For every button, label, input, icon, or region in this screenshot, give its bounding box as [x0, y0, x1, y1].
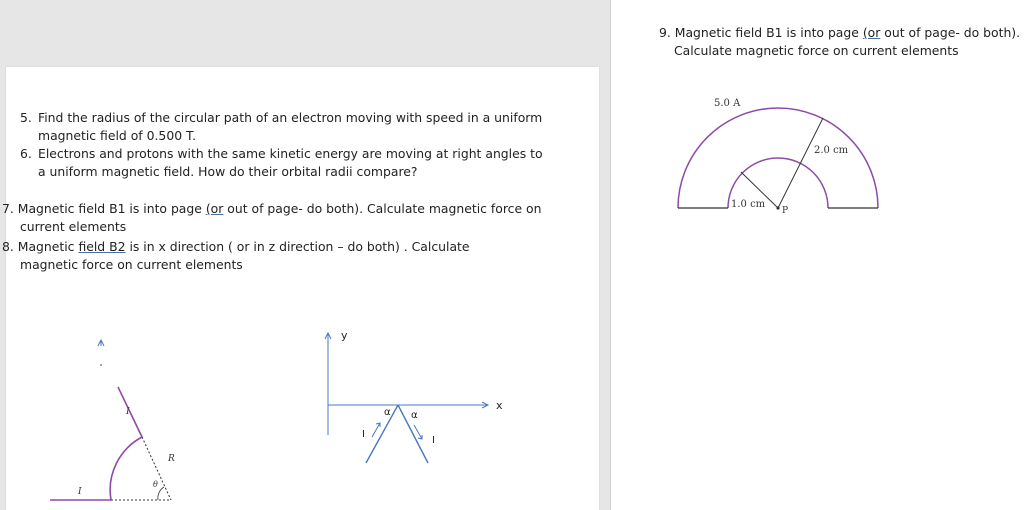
arc-figure-curved-wire: [110, 437, 142, 500]
alpha-left-label: α: [384, 407, 391, 418]
q7-line1-b: out of page- do both). Calculate magnetic force on: [223, 201, 542, 216]
left-page: [2, 67, 599, 510]
alpha-right-label: α: [411, 410, 418, 421]
arc-figure-angle-arc: [158, 487, 164, 500]
q7-line1: [2, 200, 541, 218]
point-p-label: P: [782, 206, 789, 216]
q5-line2: magnetic field of 0.500 T.: [38, 128, 197, 143]
x-axis-label: x: [496, 399, 503, 412]
axes-wire-figure: [316, 327, 516, 467]
q6-number: 6.: [20, 146, 32, 161]
q5-number: 5.: [20, 110, 32, 125]
current-value-label: 5.0 A: [714, 98, 741, 109]
q8-line2: magnetic force on current elements: [20, 257, 243, 272]
pane-divider: [610, 0, 611, 510]
q9-line1: [659, 24, 1020, 42]
current-arrow-left: [372, 423, 380, 437]
arc-figure-radius-line: [142, 437, 171, 500]
q9-line1-a: 9. Magnetic field B1 is into page: [659, 25, 863, 40]
current-label-left: I: [362, 429, 365, 440]
current-label-right: I: [432, 435, 435, 446]
q7-line2: current elements: [20, 219, 127, 234]
q7-line1-a: 7. Magnetic field B1 is into page: [2, 201, 206, 216]
arc-wire-figure: [36, 332, 206, 510]
v-wire-left-leg: [366, 405, 398, 463]
q8-line1-b: is in x direction ( or in z direction – do both) . Calculate: [125, 239, 470, 254]
arc-figure-label-i-bottom: I: [78, 487, 82, 497]
q8-field-link: field B2: [78, 239, 126, 254]
outer-radius-line: [778, 118, 823, 208]
q8-line1-a: 8. Magnetic: [2, 239, 79, 254]
q9-line1-b: out of page- do both).: [880, 25, 1021, 40]
semicircular-wire-figure: [668, 90, 888, 220]
outer-radius-label: 2.0 cm: [814, 145, 849, 156]
arc-figure-label-r: R: [168, 454, 175, 464]
q6-line1: Electrons and protons with the same kinetic energy are moving at right angles to: [38, 146, 543, 161]
arc-figure-dot: [100, 364, 102, 366]
q7-or-link: (or: [205, 201, 224, 216]
arc-figure-straight-wire: [118, 387, 142, 437]
y-axis-label: y: [341, 329, 348, 342]
arc-figure-label-i-top: I: [126, 407, 130, 417]
q8-line1: [2, 238, 470, 256]
q9-line2: Calculate magnetic force on current elements: [674, 43, 959, 58]
inner-radius-label: 1.0 cm: [731, 199, 766, 210]
q9-or-link: (or: [862, 25, 881, 40]
q5-line1: Find the radius of the circular path of an electron moving with speed in a uniform: [38, 110, 543, 125]
q6-line2: a uniform magnetic field. How do their orbital radii compare?: [38, 164, 418, 179]
point-p-marker: [776, 206, 779, 209]
arc-figure-label-theta: θ: [153, 480, 158, 489]
